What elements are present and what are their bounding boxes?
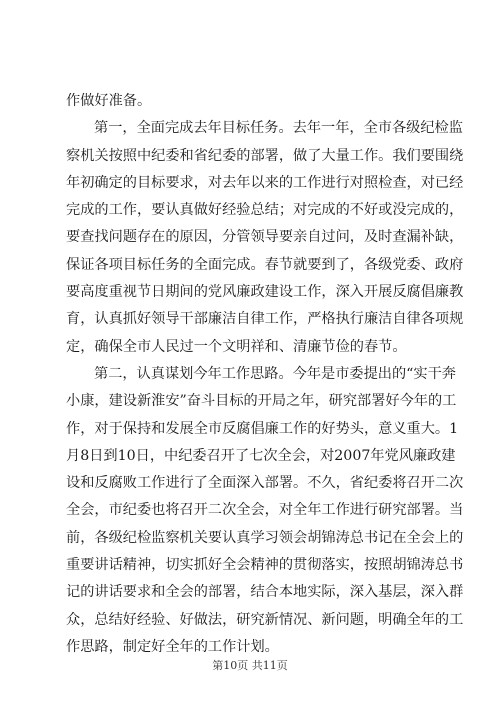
text-line: 完成的工作，要认真做好经验总结；对完成的不好或没完成的， (66, 202, 464, 219)
text-line: 前，各级纪检监察机关要认真学习领会胡锦涛总书记在全会上的 (66, 529, 464, 546)
text-line: 月8日到10日，中纪委召开了七次全会，对2007年党风廉政建 (66, 447, 456, 464)
text-line: 作做好准备。 (66, 93, 152, 109)
text-line: 育，认真抓好领导干部廉洁自律工作，严格执行廉洁自律各项规 (66, 311, 464, 328)
text-line: 要高度重视节日期间的党风廉政建设工作，深入开展反腐倡廉教 (66, 284, 464, 301)
text-line: 第一，全面完成去年目标任务。去年一年，全市各级纪检监 (94, 120, 463, 137)
paragraph (66, 361, 464, 661)
text-line: 众，总结好经验、好做法，研究新情况、新问题，明确全年的工 (66, 611, 464, 628)
text-line: 要查找问题存在的原因，分管领导要亲自过问，及时查漏补缺， (66, 229, 464, 246)
text-line: 重要讲话精神，切实抓好全会精神的贯彻落实，按照胡锦涛总书 (66, 557, 464, 574)
text-line: 作，对于保持和发展全市反腐倡廉工作的好势头，意义重大。1 (66, 420, 459, 437)
paragraph (66, 115, 464, 361)
page-footer: 第10页 共11页 (212, 659, 288, 672)
text-line: 保证各项目标任务的全面完成。春节就要到了，各级党委、政府 (66, 256, 464, 273)
text-line: 小康，建设新淮安”奋斗目标的开局之年，研究部署好今年的工 (66, 393, 457, 410)
text-line: 记的讲话要求和全会的部署，结合本地实际，深入基层，深入群 (66, 584, 464, 601)
paragraph (66, 88, 438, 115)
text-line: 全会，市纪委也将召开二次全会，对全年工作进行研究部署。当 (66, 502, 464, 519)
text-line: 察机关按照中纪委和省纪委的部署，做了大量工作。我们要围绕 (66, 147, 464, 164)
text-line: 设和反腐败工作进行了全面深入部署。不久，省纪委将召开二次 (66, 475, 464, 492)
document-body (66, 88, 464, 661)
text-line: 作思路，制定好全年的工作计划。 (66, 638, 279, 655)
text-line: 定，确保全市人民过一个文明祥和、清廉节俭的春节。 (66, 338, 407, 355)
text-line: 年初确定的目标要求，对去年以来的工作进行对照检查，对已经 (66, 174, 464, 191)
text-line: 第二，认真谋划今年工作思路。今年是市委提出的“实干奔 (94, 365, 456, 382)
